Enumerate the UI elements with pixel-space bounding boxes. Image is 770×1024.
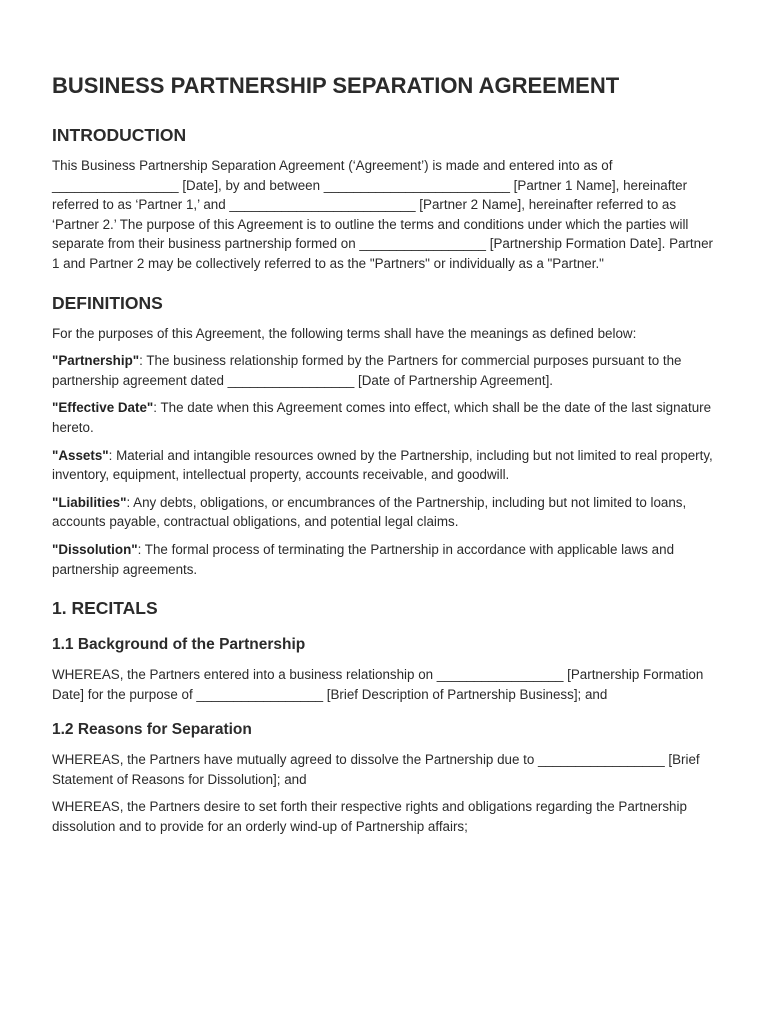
background-heading: 1.1 Background of the Partnership <box>52 636 306 654</box>
definition-item <box>52 540 720 579</box>
reasons-subsection <box>52 720 720 836</box>
background-subsection <box>52 635 720 704</box>
definition-item <box>52 351 720 390</box>
definition-item <box>52 446 720 485</box>
definitions-intro: For the purposes of this Agreement, the following terms shall have the meanings as defined below: <box>52 325 637 341</box>
definition-text: : Any debts, obligations, or encumbrances of the Partnership, including but not limited to loans, accounts payable, contractual obligations, and potential legal claims. <box>52 494 687 530</box>
introduction-section <box>52 124 720 274</box>
definition-term: "Dissolution" <box>52 541 138 557</box>
definition-item <box>52 493 720 532</box>
definition-text: : The business relationship formed by the Partners for commercial purposes pursuant to the partnership agreement dated _________________ [Date of Partnership Agreement]. <box>52 353 682 388</box>
definition-text: : Material and intangible resources owned by the Partnership, including but not limited to real property, inventory, equipment, intellectual property, accounts receivable, and goodwill. <box>52 447 713 483</box>
definition-term: "Effective Date" <box>52 400 154 416</box>
definition-term: "Assets" <box>52 447 109 463</box>
definitions-section <box>52 292 720 580</box>
reasons-text-2: WHEREAS, the Partners desire to set forth their respective rights and obligations regarding the Partnership dissolution and to provide for an orderly wind-up of Partnership affairs; <box>52 799 687 835</box>
reasons-heading: 1.2 Reasons for Separation <box>52 721 252 739</box>
background-text: WHEREAS, the Partners entered into a business relationship on _________________ [Partnership Formation Date] for the purpose of _________________ [Brief Description of Partnership Business]; and <box>52 667 704 702</box>
recitals-section <box>52 597 720 837</box>
reasons-text-1: WHEREAS, the Partners have mutually agreed to dissolve the Partnership due to _________________ [Brief Statement of Reasons for Dissolution]; and <box>52 752 700 787</box>
definition-text: : The formal process of terminating the Partnership in accordance with applicable laws and partnership agreements. <box>52 541 675 577</box>
recitals-heading: 1. RECITALS <box>52 598 158 619</box>
definition-item <box>52 398 720 437</box>
document-title: BUSINESS PARTNERSHIP SEPARATION AGREEMENT <box>52 73 620 98</box>
definition-term: "Partnership" <box>52 353 140 369</box>
definitions-heading: DEFINITIONS <box>52 292 163 313</box>
introduction-text: This Business Partnership Separation Agreement (‘Agreement’) is made and entered into as of _________________ [Date], by and between _________________________ [Partner 1 Name], hereinafter referred to as ‘Partner 1,’ and _________________________ [Partner 2 Name], hereinafter referred to as ‘Partner 2.’ The purpose of this Agreement is to outline the terms and conditions under which the parties will separate from their business partnership formed on _________________ [Partnership Formation Date]. Partner 1 and Partner 2 may be collectively referred to as the "Partners" or individually as a "Partner." <box>52 158 713 271</box>
introduction-heading: INTRODUCTION <box>52 125 187 145</box>
definition-term: "Liabilities" <box>52 494 127 510</box>
definition-text: : The date when this Agreement comes into effect, which shall be the date of the last signature hereto. <box>52 400 712 435</box>
